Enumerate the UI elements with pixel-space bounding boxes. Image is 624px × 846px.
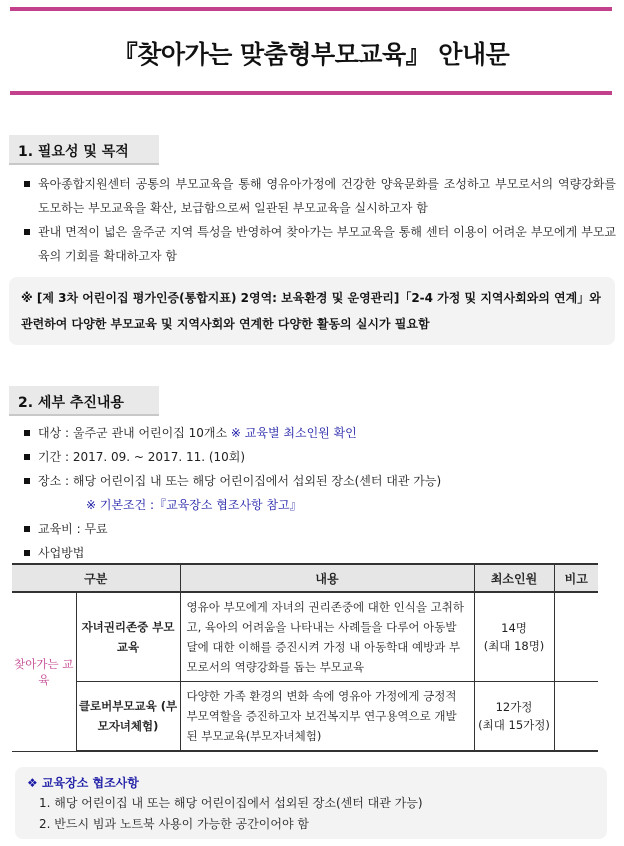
list-item-period: 기간 : 2017. 09. ~ 2017. 11. (10회) <box>20 445 616 469</box>
square-bullet-icon <box>24 181 30 187</box>
header-min: 최소인원 <box>474 564 554 592</box>
section1-heading: 1. 필요성 및 목적 <box>9 135 159 165</box>
header-category: 구분 <box>12 564 180 592</box>
category-cell: 찾아가는 교육 <box>12 592 76 751</box>
list-item-fee: 교육비 : 무료 <box>20 517 616 541</box>
square-bullet-icon <box>24 478 30 484</box>
header-content: 내용 <box>180 564 474 592</box>
square-bullet-icon <box>24 550 30 556</box>
max-people: (최대 18명) <box>483 639 545 653</box>
list-item-method: 사업방법 <box>20 541 616 565</box>
section2-heading: 2. 세부 추진내용 <box>9 386 159 416</box>
square-bullet-icon <box>24 430 30 436</box>
min-people: 12가정 <box>495 700 533 714</box>
remark-cell <box>554 682 598 752</box>
evaluation-note: ※ [제 3차 어린이집 평가인증(통합지표) 2영역: 보육환경 및 운영관리]「2-4 가정 및 지역사회와의 연계」와 관련하여 다양한 부모교육 및 지역사회와 연계한 다양한 활동의 실시가 필요함 <box>9 277 615 345</box>
program-table <box>12 563 598 752</box>
min-people-cell <box>474 592 554 682</box>
header-remark: 비고 <box>554 564 598 592</box>
remark-cell <box>554 592 598 682</box>
section2-bullet-list <box>20 421 616 565</box>
list-item-target: 대상 : 울주군 관내 어린이집 10개소 ※ 교육별 최소인원 확인 <box>20 421 616 445</box>
max-people: (최대 15가정) <box>478 718 550 732</box>
square-bullet-icon <box>24 229 30 235</box>
title-block <box>10 7 612 95</box>
list-item: 1. 해당 어린이집 내 또는 해당 어린이집에서 섭외된 장소(센터 대관 가능) <box>39 796 423 810</box>
list-item-place: 장소 : 해당 어린이집 내 또는 해당 어린이집에서 섭외된 장소(센터 대관 가능) <box>20 469 616 493</box>
cooperation-title: ❖ 교육장소 협조사항 <box>27 776 139 790</box>
square-bullet-icon <box>24 526 30 532</box>
min-people-cell <box>474 682 554 752</box>
list-item: 관내 면적이 넓은 울주군 지역 특성을 반영하여 찾아가는 부모교육을 통해 센터 이용이 어려운 부모에게 부모교육의 기회를 확대하고자 함 <box>20 220 616 268</box>
title-bottom-rule <box>10 91 612 95</box>
program-name: 클로버부모교육 (부모자녀체험) <box>76 682 180 752</box>
program-content: 다양한 가족 환경의 변화 속에 영유아 가정에게 긍정적 부모역할을 증진하고자 보건복지부 연구용역으로 개발된 부모교육(부모자녀체험) <box>180 682 474 752</box>
table-row <box>12 592 598 682</box>
min-people: 14명 <box>501 621 527 635</box>
list-item: 2. 반드시 빔과 노트북 사용이 가능한 공간이어야 함 <box>39 817 309 831</box>
section1-bullet-list <box>20 172 616 268</box>
square-bullet-icon <box>24 454 30 460</box>
table-header-row <box>12 564 598 592</box>
program-content: 영유아 부모에게 자녀의 권리존중에 대한 인식을 고취하고, 육아의 어려움을 나타내는 사례들을 다루어 아동발달에 대한 이해를 증진시켜 가정 내 아동학대 예방과 부모로서의 역량강화를 돕는 부모교육 <box>180 592 474 682</box>
page-title: 『찾아가는 맞춤형부모교육』 안내문 <box>112 40 510 69</box>
list-item: 육아종합지원센터 공통의 부모교육을 통해 영유아가정에 건강한 양육문화를 조성하고 부모로서의 역량강화를 도모하는 부모교육을 확산, 보급함으로써 일관된 부모교육을 실시하고자 함 <box>20 172 616 220</box>
place-note: ※ 기본조건 :『교육장소 협조사항 참고』 <box>86 498 302 512</box>
table-row <box>12 682 598 752</box>
cooperation-box <box>15 767 607 839</box>
program-name: 자녀권리존중 부모교육 <box>76 592 180 682</box>
title-top-rule <box>10 7 612 11</box>
target-note: ※ 교육별 최소인원 확인 <box>230 426 357 440</box>
